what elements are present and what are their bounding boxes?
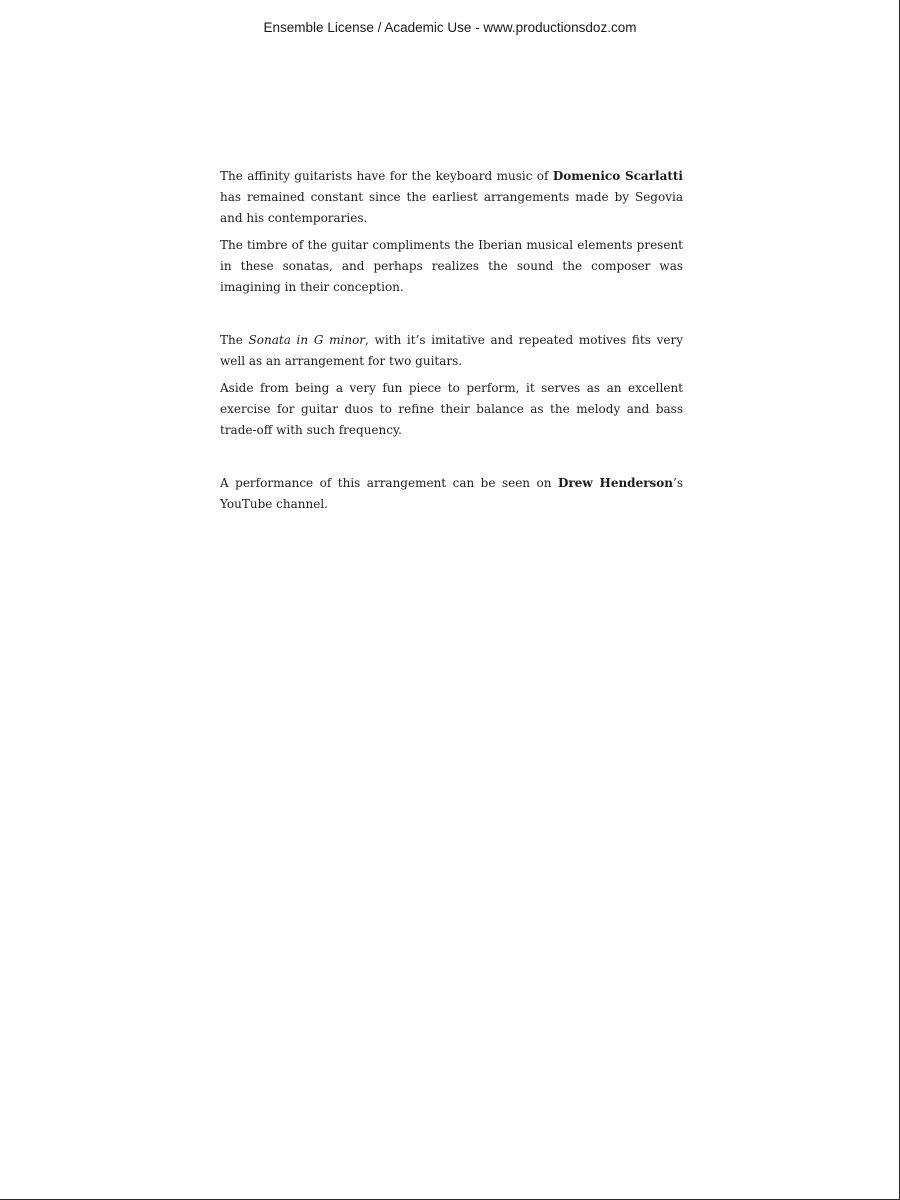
paragraph-text: A performance of this arrangement can be seen on <box>220 476 558 490</box>
paragraph-exercise: Aside from being a very fun piece to perform, it serves as an excellent exercise for guitar duos to refine their balance as the melody and bass trade-off with such frequency. <box>220 381 683 437</box>
license-header: Ensemble License / Academic Use - www.productionsdoz.com <box>263 20 637 35</box>
paragraph-scarlatti-intro <box>220 166 683 229</box>
paragraph-text: ’s YouTube channel. <box>220 476 684 511</box>
section-spacer <box>220 441 683 473</box>
performer-name: Drew Henderson <box>557 476 674 490</box>
document-body <box>220 166 683 515</box>
paragraph-text: has remained constant since the earliest arrangements made by Segovia and his contemporaries. <box>220 190 683 225</box>
paragraph-text: The <box>220 333 249 347</box>
paragraph-timbre: The timbre of the guitar compliments the Iberian musical elements present in these sonatas, and perhaps realizes the sound the composer was imagining in their conception. <box>220 238 683 294</box>
section-spacer <box>220 298 683 330</box>
paragraph-text: The affinity guitarists have for the keyboard music of <box>220 169 553 183</box>
paragraph-performance <box>220 473 683 515</box>
paragraph-sonata <box>220 330 683 372</box>
paragraph-text: , with it’s imitative and repeated motives fits very well as an arrangement for two guitars. <box>220 333 683 368</box>
sonata-title: Sonata in G minor <box>248 333 366 347</box>
composer-name: Domenico Scarlatti <box>552 169 683 183</box>
